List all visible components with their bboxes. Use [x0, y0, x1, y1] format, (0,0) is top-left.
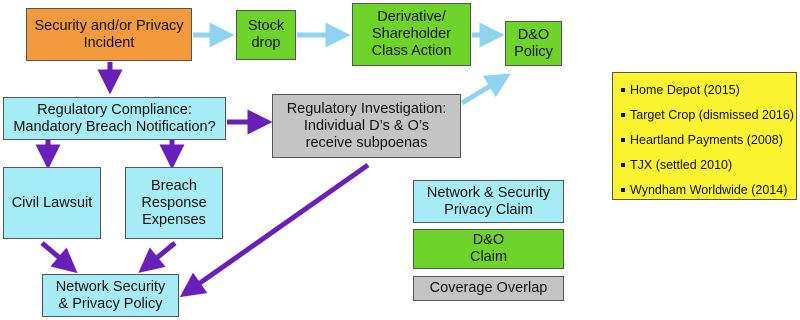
case-examples-box: [612, 72, 797, 200]
regulatory-investigation-box: Regulatory Investigation: Individual D’s & O’s receive subpoenas: [272, 94, 461, 158]
stock-drop-box: Stock drop: [236, 10, 296, 60]
legend-do-claim: D&O Claim: [413, 229, 564, 269]
legend-network-claim: Network & Security Privacy Claim: [413, 180, 564, 223]
network-security-policy-box: Network Security & Privacy Policy: [42, 274, 179, 317]
case-item: [621, 128, 790, 153]
case-label: Wyndham Worldwide (2014): [630, 183, 788, 197]
case-item: [621, 78, 790, 103]
arrow-investigation-to-do: [462, 80, 500, 103]
case-label: Home Depot (2015): [630, 83, 740, 97]
case-label: Heartland Payments (2008): [630, 133, 783, 147]
class-action-box: Derivative/ Shareholder Class Action: [352, 3, 471, 66]
bullet-icon: [621, 138, 625, 142]
case-label: TJX (settled 2010): [630, 158, 733, 172]
incident-box: Security and/or Privacy Incident: [26, 8, 192, 61]
arrow-lawsuit-to-network: [42, 243, 68, 265]
case-item: [621, 178, 790, 203]
regulatory-compliance-box: Regulatory Compliance: Mandatory Breach Notification?: [3, 97, 226, 140]
bullet-icon: [621, 188, 625, 192]
civil-lawsuit-box: Civil Lawsuit: [3, 167, 101, 239]
arrow-breach-to-network: [148, 243, 175, 265]
case-item: [621, 103, 794, 128]
case-label: Target Crop (dismissed 2016): [630, 108, 794, 122]
bullet-icon: [621, 163, 625, 167]
do-policy-box: D&O Policy: [505, 21, 562, 66]
breach-response-box: Breach Response Expenses: [125, 167, 223, 239]
case-item: [621, 153, 790, 178]
bullet-icon: [621, 113, 625, 117]
legend-coverage-overlap: Coverage Overlap: [413, 276, 564, 301]
bullet-icon: [621, 88, 625, 92]
